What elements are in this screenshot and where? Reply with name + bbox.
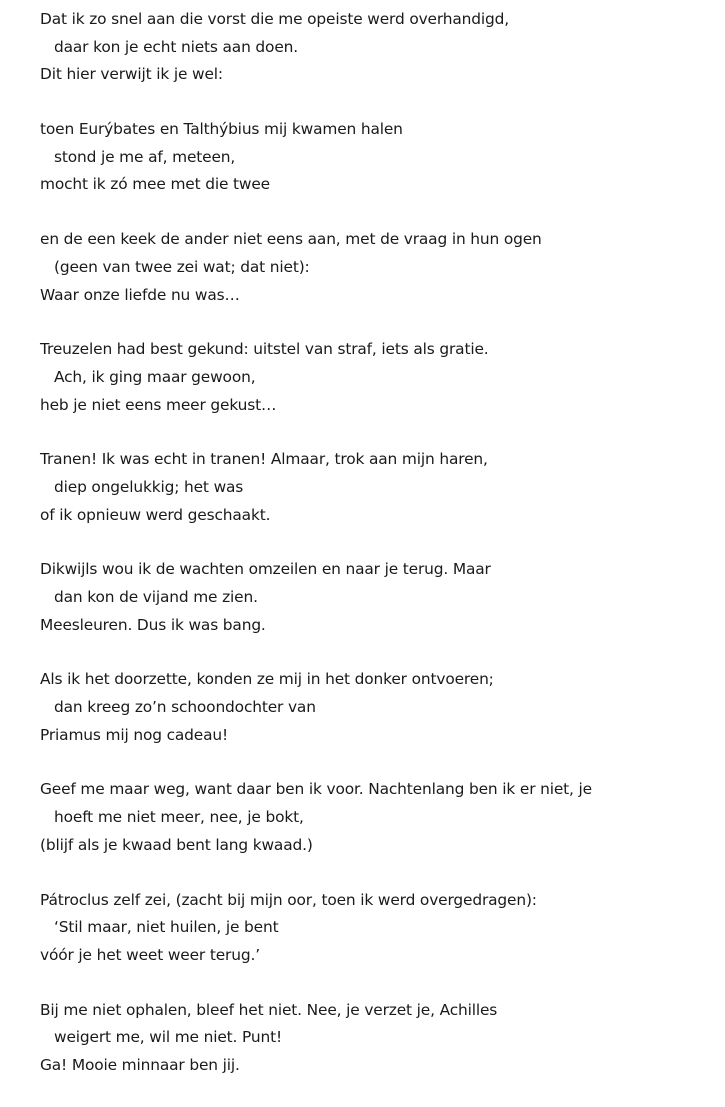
poem-line: toen Eurýbates en Talthýbius mij kwamen halen: [40, 120, 403, 139]
poem-line: of ik opnieuw werd geschaakt.: [40, 505, 271, 524]
poem-line: en de een keek de ander niet eens aan, met de vraag in hun ogen: [40, 230, 542, 249]
poem-line: vóór je het weet weer terug.’: [40, 945, 260, 964]
poem-line: Bij me niet ophalen, bleef het niet. Nee, je verzet je, Achilles: [40, 1000, 498, 1019]
stanza-1: [40, 6, 720, 89]
poem-line: mocht ik zó mee met die twee: [40, 175, 270, 194]
poem-line: Treuzelen had best gekund: uitstel van straf, iets als gratie.: [40, 340, 489, 359]
poem-line: Pátroclus zelf zei, (zacht bij mijn oor, toen ik werd overgedragen):: [40, 890, 537, 909]
poem-line: (geen van twee zei wat; dat niet):: [54, 257, 310, 276]
stanza-8: [40, 776, 720, 859]
poem: [40, 6, 720, 1107]
stanza-10: [40, 997, 720, 1080]
poem-line: Meesleuren. Dus ik was bang.: [40, 615, 266, 634]
poem-line: heb je niet eens meer gekust…: [40, 395, 277, 414]
poem-line: Priamus mij nog cadeau!: [40, 725, 229, 744]
poem-line: Dikwijls wou ik de wachten omzeilen en naar je terug. Maar: [40, 560, 491, 579]
poem-line: Geef me maar weg, want daar ben ik voor. Nachtenlang ben ik er niet, je: [40, 780, 592, 799]
poem-line: dan kreeg zo’n schoondochter van: [54, 698, 316, 717]
poem-line: ‘Stil maar, niet huilen, je bent: [54, 918, 279, 937]
stanza-4: [40, 336, 720, 419]
stanza-6: [40, 556, 720, 639]
poem-line: Dit hier verwijt ik je wel:: [40, 65, 223, 84]
poem-line: stond je me af, meteen,: [54, 147, 236, 166]
poem-line: weigert me, wil me niet. Punt!: [54, 1028, 282, 1047]
stanza-7: [40, 666, 720, 749]
poem-line: hoeft me niet meer, nee, je bokt,: [54, 808, 304, 827]
stanza-3: [40, 226, 720, 309]
poem-line: daar kon je echt niets aan doen.: [54, 37, 298, 56]
poem-line: dan kon de vijand me zien.: [54, 588, 258, 606]
poem-line: Ach, ik ging maar gewoon,: [54, 367, 256, 386]
poem-line: Ga! Mooie minnaar ben jij.: [40, 1055, 240, 1074]
poem-line: diep ongelukkig; het was: [54, 477, 244, 496]
poem-line: Dat ik zo snel aan die vorst die me opeiste werd overhandigd,: [40, 10, 509, 28]
stanza-9: [40, 887, 720, 970]
stanza-5: [40, 446, 720, 529]
poem-line: Tranen! Ik was echt in tranen! Almaar, trok aan mijn haren,: [40, 450, 488, 469]
poem-line: Als ik het doorzette, konden ze mij in het donker ontvoeren;: [40, 670, 494, 689]
poem-line: Waar onze liefde nu was…: [40, 285, 240, 304]
stanza-2: [40, 116, 720, 199]
poem-line: (blijf als je kwaad bent lang kwaad.): [40, 835, 313, 854]
